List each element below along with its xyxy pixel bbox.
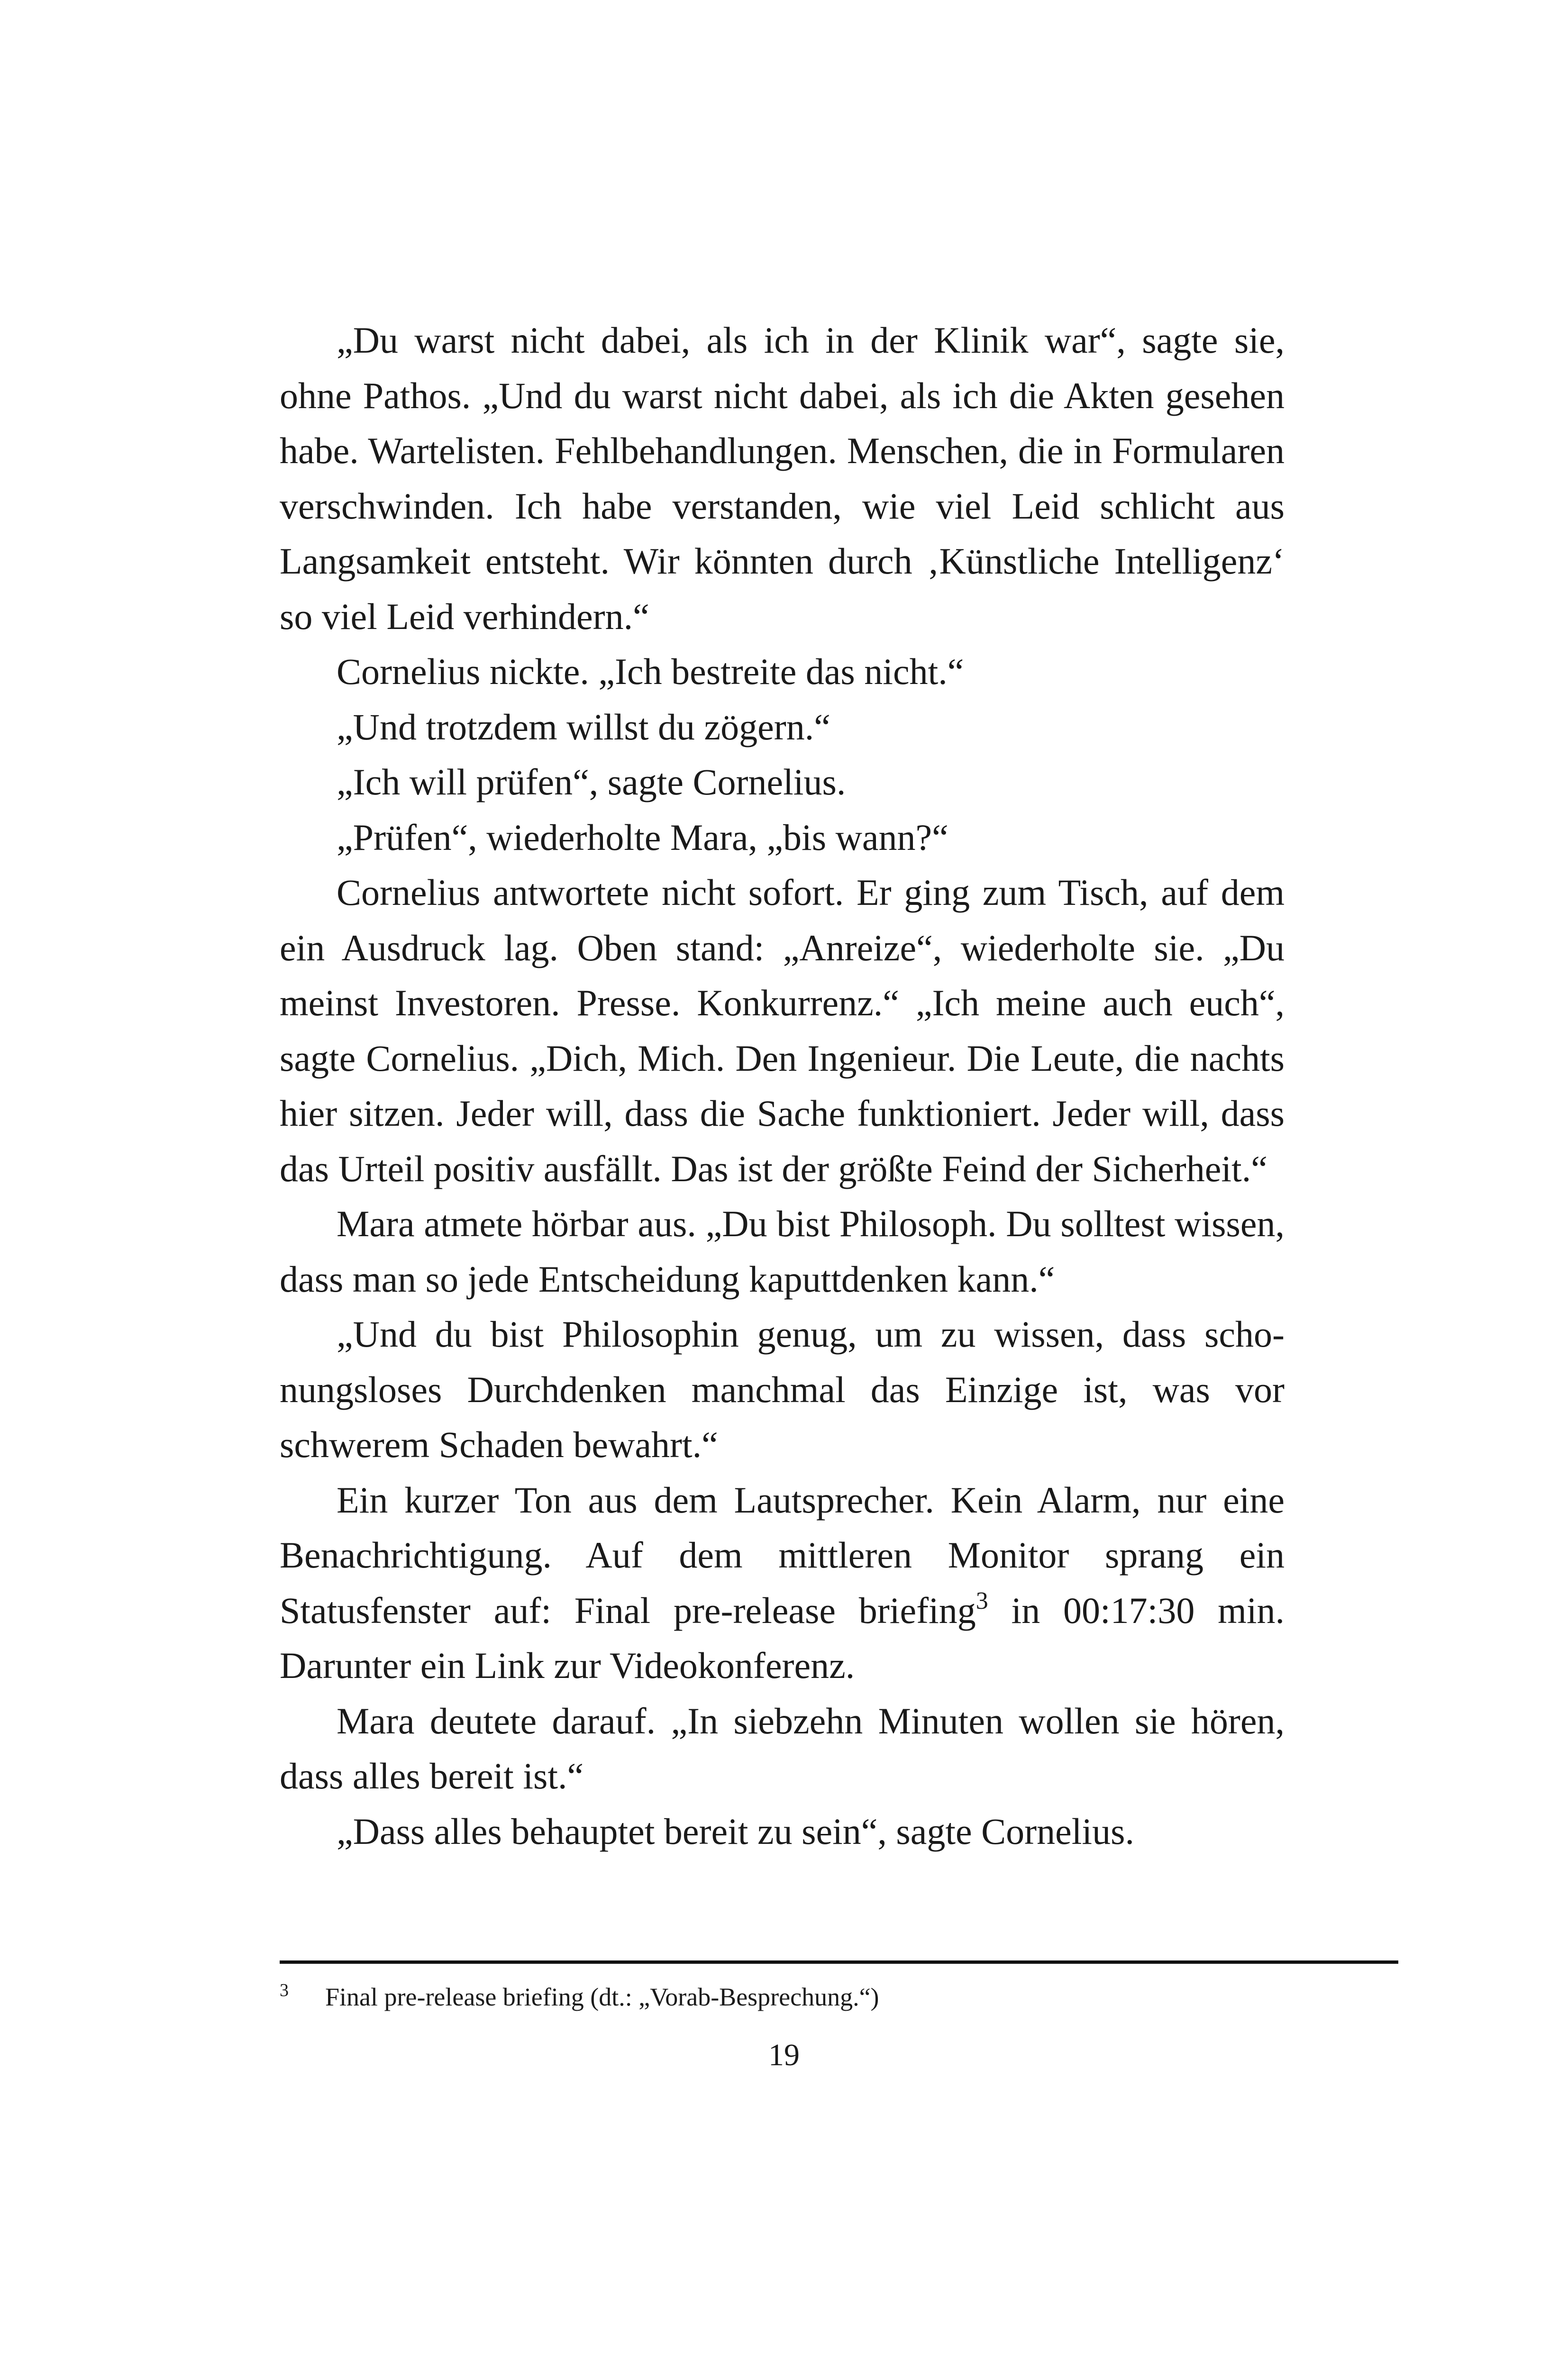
paragraph-6: Cornelius antwortete nicht sofort. Er ging zum Tisch, auf dem ein Ausdruck lag. Oben stand: „Anreize“, wiederholte sie. „Du meinst Investoren. Presse. Konkurrenz.“ „Ich meine auch euch“, sagte Cornelius. „Dich, Mich. Den Ingenieur. Die Leute, die nachts hier sitzen. Jeder will, dass die Sache funktioniert. Jeder will, dass das Urteil positiv ausfällt. Das ist der größte Feind der Sicherheit.“ — [280, 872, 1285, 1189]
paragraph-2: Cornelius nickte. „Ich bestreite das nicht.“ — [337, 651, 964, 692]
footnote-text: Final pre-release briefing (dt.: „Vorab-Besprechung.“) — [325, 1983, 879, 2011]
notification-text-end: in 00:17:30 min. Darunter ein Link zur Videokonferenz. — [280, 1589, 1285, 1686]
paragraph-11: „Dass alles behauptet bereit zu sein“, sagte Cornelius. — [337, 1810, 1134, 1852]
paragraph-7: Mara atmete hörbar aus. „Du bist Philosoph. Du solltest wissen, dass man so jede Entscheidung kaputtdenken kann.“ — [280, 1203, 1285, 1300]
notification-text-start: Ein kurzer Ton aus dem Lautsprecher. Kein Alarm, nur eine Benachrichtigung. Auf dem mittleren Monitor sprang ein Statusfenster auf: Final pre-release briefing — [280, 1479, 1285, 1631]
paragraph-3: „Und trotzdem willst du zögern.“ — [337, 706, 830, 747]
footnote-divider — [280, 1960, 1398, 1964]
footnote-reference: 3 — [975, 1587, 988, 1614]
paragraph-1: „Du warst nicht dabei, als ich in der Klinik war“, sagte sie, ohne Pathos. „Und du warst nicht dabei, als ich die Akten gesehen habe. Wartelisten. Fehlbehandlungen. Menschen, die in Formularen verschwinden. Ich habe verstanden, wie viel Leid schlicht aus Langsamkeit entsteht. Wir könnten durch ‚Künstliche Intelligenz‘ so viel Leid verhindern.“ — [280, 319, 1285, 637]
paragraph-4: „Ich will prüfen“, sagte Cornelius. — [337, 761, 846, 802]
paragraph-5: „Prüfen“, wiederholte Mara, „bis wann?“ — [337, 816, 948, 858]
paragraph-notification — [280, 1473, 1285, 1694]
paragraph-10: Mara deutete darauf. „In siebzehn Minuten wollen sie hören, dass alles bereit ist.“ — [280, 1700, 1285, 1796]
footnote-marker: 3 — [280, 1980, 289, 2000]
paragraph-8: „Und du bist Philosophin genug, um zu wissen, dass schonungsloses Durchdenken manchmal das Einzige ist, was vor schwerem Schaden bewahrt.“ — [280, 1313, 1285, 1465]
body-text — [280, 313, 1285, 1859]
page-number: 19 — [768, 2038, 800, 2072]
